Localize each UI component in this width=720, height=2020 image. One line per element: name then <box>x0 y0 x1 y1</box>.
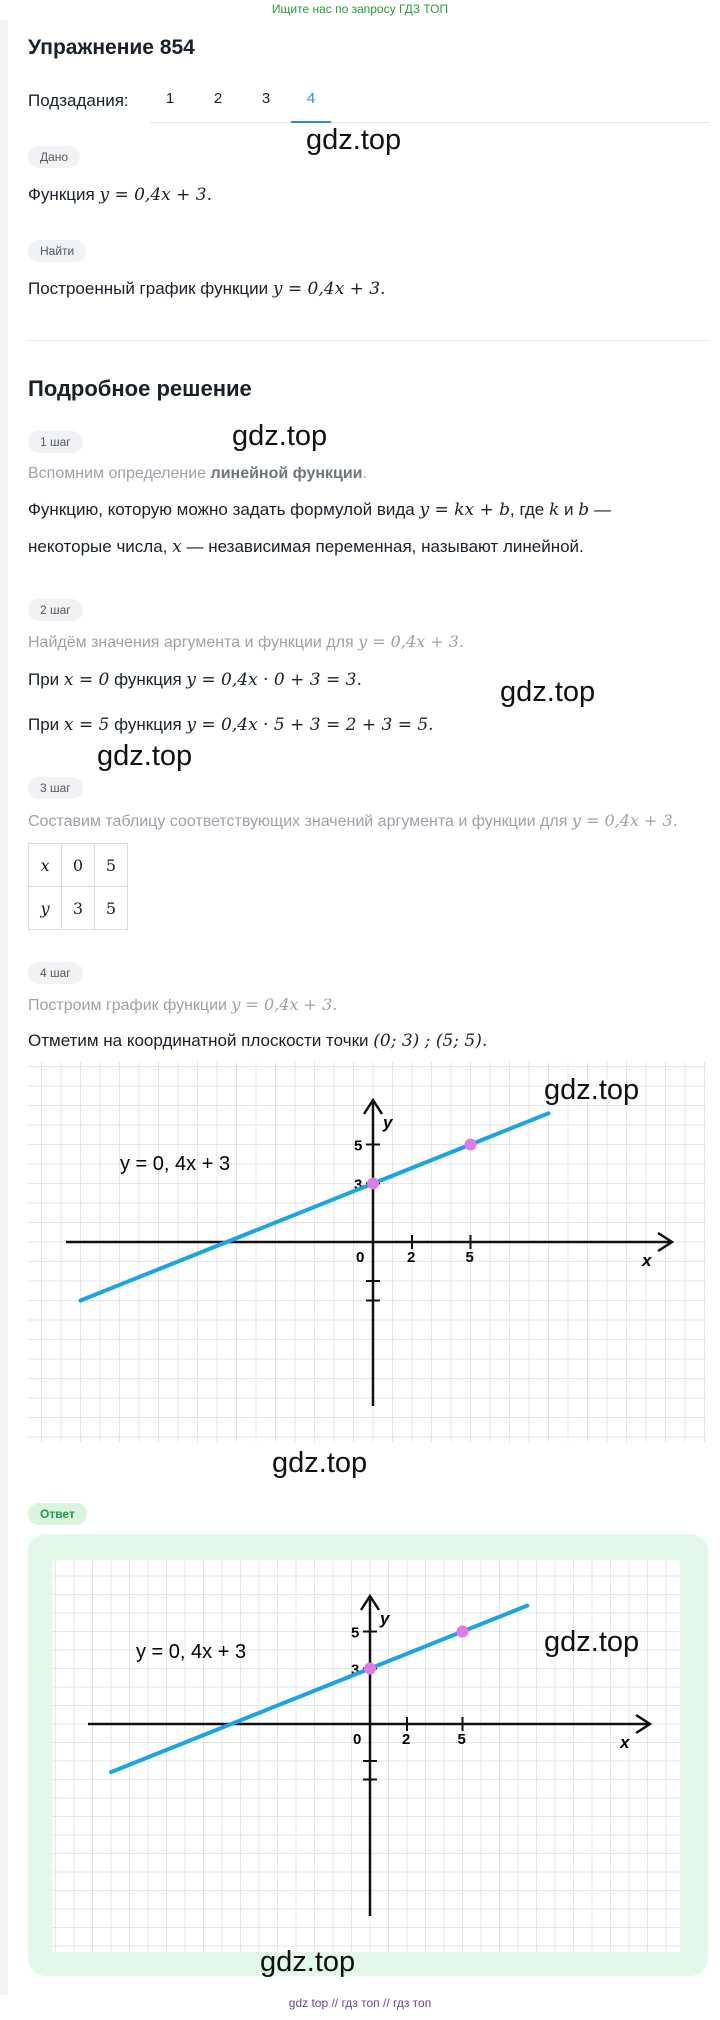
function-label: y = 0, 4x + 3 <box>136 1641 247 1663</box>
graph-background <box>28 1062 706 1442</box>
values-table <box>28 843 128 930</box>
step3-hint <box>28 811 678 831</box>
x-axis-label: x <box>620 1733 630 1752</box>
step1-hint-prefix: Вспомним определение <box>28 465 207 482</box>
step3-pill: 3 шаг <box>28 777 83 799</box>
plot-point <box>367 1178 379 1190</box>
step2-line2-formula: y = 0,4x · 5 + 3 = 2 + 3 = 5. <box>186 715 434 735</box>
step1-k: k <box>549 500 560 520</box>
table-cell: 0 <box>62 844 95 887</box>
table-cell: x <box>29 844 62 887</box>
step1-pill: 1 шаг <box>28 431 83 453</box>
step1-line2-suffix: — независимая переменная, называют линейной. <box>186 537 584 556</box>
footer-links[interactable]: gdz top // гдз топ // гдз топ <box>288 1996 432 2010</box>
watermark: gdz.top <box>544 1074 640 1106</box>
given-prefix: Функция <box>28 185 95 204</box>
watermark: gdz.top <box>306 124 402 156</box>
step2-line1-cond: x = 0 <box>63 670 110 690</box>
card-left-edge <box>0 20 8 1995</box>
answer-pill: Ответ <box>28 1503 87 1525</box>
search-hint-link[interactable]: Ищите нас по запросу ГДЗ ТОП <box>271 2 449 16</box>
tab-subtask-4[interactable]: 4 <box>291 90 331 123</box>
plot-point <box>457 1626 469 1638</box>
y-axis-label: y <box>380 1609 390 1628</box>
find-formula: y = 0,4x + 3. <box>272 279 386 299</box>
step1-line2-prefix: некоторые числа, <box>28 537 168 556</box>
step2-pill: 2 шаг <box>28 599 83 621</box>
answer-function-graph <box>52 1560 680 1952</box>
given-pill: Дано <box>28 146 80 168</box>
step2-line1-prefix: При <box>28 670 60 689</box>
subtask-tabs <box>150 82 710 123</box>
step2-line2-prefix: При <box>28 715 60 734</box>
watermark: gdz.top <box>500 676 596 708</box>
plot-point <box>465 1139 477 1151</box>
step1-hint-bold: линейной функции <box>210 465 363 482</box>
step1-hint <box>28 465 367 483</box>
watermark: gdz.top <box>232 420 328 452</box>
y-tick-label: 5 <box>354 1137 363 1155</box>
step2-line1 <box>28 670 362 690</box>
step1-line1-suffix: — <box>593 500 611 519</box>
step1-line1-prefix: Функцию, которую можно задать формулой вида <box>28 500 415 519</box>
x-tick-label: 0 <box>353 1731 362 1748</box>
x-tick-label: 0 <box>356 1249 365 1266</box>
solution-heading: Подробное решение <box>28 376 252 401</box>
step4-pill: 4 шаг <box>28 962 83 984</box>
y-tick-label: 5 <box>351 1624 360 1642</box>
given-formula: y = 0,4x + 3. <box>99 185 212 205</box>
step2-line1-formula: y = 0,4x · 0 + 3 = 3. <box>186 670 362 690</box>
tab-subtask-3[interactable]: 3 <box>261 90 271 107</box>
table-row <box>29 844 128 887</box>
step1-line1 <box>28 500 611 520</box>
x-tick-label: 2 <box>407 1249 416 1266</box>
watermark: gdz.top <box>272 1447 368 1479</box>
step4-hint <box>28 995 337 1015</box>
y-axis-label: y <box>383 1113 393 1132</box>
step1-hint-suffix: . <box>362 465 367 482</box>
step4-hint-formula: y = 0,4x + 3. <box>231 995 338 1014</box>
y-tick-label: 3 <box>351 1661 360 1679</box>
watermark: gdz.top <box>544 1626 640 1658</box>
x-axis-label: x <box>642 1251 652 1270</box>
plot-point <box>364 1663 376 1675</box>
step2-line2-cond: x = 5 <box>63 715 110 735</box>
step4-line-prefix: Отметим на координатной плоскости точки <box>28 1031 369 1050</box>
find-text <box>28 279 385 299</box>
table-cell: 5 <box>95 887 128 930</box>
step2-hint-formula: y = 0,4x + 3. <box>358 632 464 651</box>
x-tick-label: 2 <box>402 1731 411 1748</box>
step2-line2 <box>28 715 434 735</box>
y-tick-label: 3 <box>354 1176 363 1194</box>
step3-hint-prefix: Составим таблицу соответствующих значений аргумента и функции для <box>28 813 568 830</box>
x-tick-label: 5 <box>457 1731 466 1748</box>
watermark: gdz.top <box>260 1946 356 1978</box>
page-title: Упражнение 854 <box>28 36 195 59</box>
step4-hint-prefix: Построим график функции <box>28 997 227 1014</box>
tab-subtask-1[interactable]: 1 <box>165 90 175 107</box>
step1-b: b <box>578 500 590 520</box>
step1-line2-x: x <box>172 537 182 557</box>
watermark: gdz.top <box>97 740 193 772</box>
step1-line1-formula: y = kx + b <box>419 500 510 520</box>
function-label: y = 0, 4x + 3 <box>120 1153 231 1175</box>
table-cell: 3 <box>62 887 95 930</box>
function-graph <box>28 1062 706 1442</box>
step2-line2-mid: функция <box>114 715 182 734</box>
find-pill: Найти <box>28 240 86 262</box>
table-row <box>29 887 128 930</box>
step2-hint-prefix: Найдём значения аргумента и функции для <box>28 634 354 651</box>
step4-points: (0; 3) ; (5; 5). <box>373 1031 488 1051</box>
step4-line <box>28 1031 487 1051</box>
tab-subtask-2[interactable]: 2 <box>213 90 223 107</box>
step1-line2 <box>28 537 584 557</box>
x-tick-label: 5 <box>465 1249 474 1266</box>
step1-and: и <box>564 500 574 519</box>
step2-hint <box>28 632 464 652</box>
step2-line1-mid: функция <box>114 670 182 689</box>
find-prefix: Построенный график функции <box>28 279 269 298</box>
step1-line1-mid: , где <box>510 500 545 519</box>
table-cell: 5 <box>95 844 128 887</box>
section-divider <box>28 340 710 341</box>
subtasks-label: Подзадания: <box>28 91 129 110</box>
step3-hint-formula: y = 0,4x + 3. <box>571 811 678 830</box>
table-cell: y <box>29 887 62 930</box>
given-text <box>28 185 212 205</box>
